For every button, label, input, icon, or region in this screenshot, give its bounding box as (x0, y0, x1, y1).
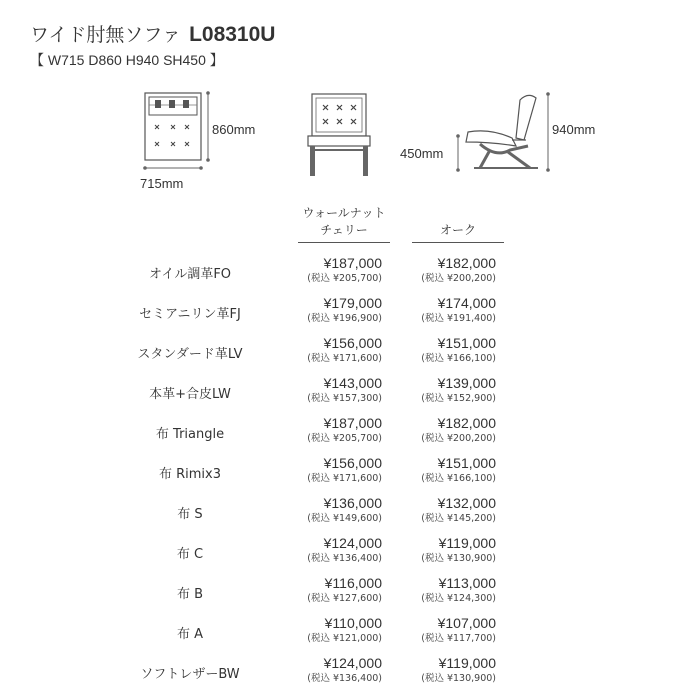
top-view-diagram (130, 85, 220, 175)
side-view-diagram (450, 88, 560, 183)
price-tax-included: (税込 ¥117,700) (421, 633, 496, 644)
width-label: 715mm (140, 176, 184, 191)
column-header-line1: ウォールナット (302, 206, 386, 220)
material-label: 布 Triangle (155, 427, 225, 442)
price-value: ¥156,000 (323, 455, 382, 471)
table-row (0, 495, 700, 538)
price-tax-included: (税込 ¥152,900) (421, 393, 496, 404)
dimensions-summary: 【 W715 D860 H940 SH450 】 (30, 52, 224, 68)
price-value: ¥124,000 (323, 655, 382, 671)
price-oak (356, 575, 496, 605)
price-tax-included: (税込 ¥130,900) (421, 553, 496, 564)
material-label: 布 B (176, 587, 204, 602)
price-oak (356, 535, 496, 565)
seat-height-label: 450mm (400, 146, 444, 161)
price-value: ¥179,000 (323, 295, 382, 311)
price-oak (356, 295, 496, 325)
table-row (0, 295, 700, 338)
page-title (30, 20, 275, 47)
price-oak (356, 615, 496, 645)
material-label: 本革+合皮LW (149, 387, 231, 402)
price-value: ¥151,000 (437, 335, 496, 351)
material-label: ソフトレザーBW (140, 667, 240, 682)
front-view-diagram (300, 88, 380, 183)
price-value: ¥124,000 (323, 535, 382, 551)
price-oak (356, 375, 496, 405)
price-tax-included: (税込 ¥130,900) (421, 673, 496, 684)
price-oak (356, 415, 496, 445)
price-value: ¥143,000 (323, 375, 382, 391)
price-oak (356, 455, 496, 485)
price-tax-included: (税込 ¥124,300) (421, 593, 496, 604)
material-label: スタンダード革LV (137, 347, 243, 362)
price-tax-included: (税込 ¥200,200) (421, 273, 496, 284)
table-row (0, 255, 700, 298)
price-value: ¥119,000 (438, 535, 496, 551)
table-row (0, 615, 700, 658)
material-label: 布 Rimix3 (158, 467, 222, 482)
price-value: ¥110,000 (324, 615, 382, 631)
column-header-oak (412, 222, 504, 239)
price-value: ¥187,000 (323, 415, 382, 431)
table-row (0, 455, 700, 498)
price-value: ¥139,000 (437, 375, 496, 391)
material-label: セミアニリン革FJ (139, 307, 241, 322)
column-header-line1: オーク (439, 223, 476, 237)
price-value: ¥151,000 (437, 455, 496, 471)
table-row (0, 575, 700, 618)
price-value: ¥116,000 (324, 575, 382, 591)
column-divider (412, 242, 504, 243)
price-tax-included: (税込 ¥136,400) (307, 553, 382, 564)
height-label: 940mm (552, 122, 596, 137)
price-tax-included: (税込 ¥121,000) (307, 633, 382, 644)
table-row (0, 415, 700, 458)
price-value: ¥132,000 (437, 495, 496, 511)
material-label: 布 A (176, 627, 204, 642)
column-divider (298, 242, 390, 243)
price-tax-included: (税込 ¥127,600) (307, 593, 382, 604)
price-oak (356, 335, 496, 365)
column-header-line2: チェリー (320, 223, 368, 237)
price-value: ¥174,000 (437, 295, 496, 311)
price-tax-included: (税込 ¥145,200) (421, 513, 496, 524)
price-oak (356, 655, 496, 685)
price-tax-included: (税込 ¥171,600) (307, 473, 382, 484)
price-tax-included: (税込 ¥149,600) (307, 513, 382, 524)
price-oak (356, 495, 496, 525)
price-value: ¥156,000 (323, 335, 382, 351)
price-value: ¥113,000 (438, 575, 496, 591)
material-label: 布 S (177, 507, 203, 522)
price-value: ¥182,000 (437, 415, 496, 431)
price-value: ¥187,000 (323, 255, 382, 271)
price-tax-included: (税込 ¥136,400) (307, 673, 382, 684)
price-value: ¥182,000 (437, 255, 496, 271)
column-header-walnut-cherry (298, 205, 390, 239)
price-value: ¥119,000 (438, 655, 496, 671)
price-value: ¥107,000 (437, 615, 496, 631)
price-tax-included: (税込 ¥205,700) (307, 273, 382, 284)
price-value: ¥136,000 (323, 495, 382, 511)
product-name: ワイド肘無ソファ (30, 24, 182, 46)
depth-label: 860mm (212, 122, 256, 137)
table-row (0, 335, 700, 378)
price-tax-included: (税込 ¥205,700) (307, 433, 382, 444)
material-label: 布 C (176, 547, 204, 562)
price-tax-included: (税込 ¥166,100) (421, 473, 496, 484)
model-number: L08310U (189, 23, 276, 46)
material-label: オイル調革FO (148, 267, 232, 282)
price-tax-included: (税込 ¥157,300) (307, 393, 382, 404)
table-row (0, 655, 700, 698)
price-tax-included: (税込 ¥191,400) (421, 313, 496, 324)
price-oak (356, 255, 496, 285)
price-tax-included: (税込 ¥171,600) (307, 353, 382, 364)
price-tax-included: (税込 ¥200,200) (421, 433, 496, 444)
price-tax-included: (税込 ¥166,100) (421, 353, 496, 364)
table-row (0, 375, 700, 418)
price-tax-included: (税込 ¥196,900) (307, 313, 382, 324)
table-row (0, 535, 700, 578)
